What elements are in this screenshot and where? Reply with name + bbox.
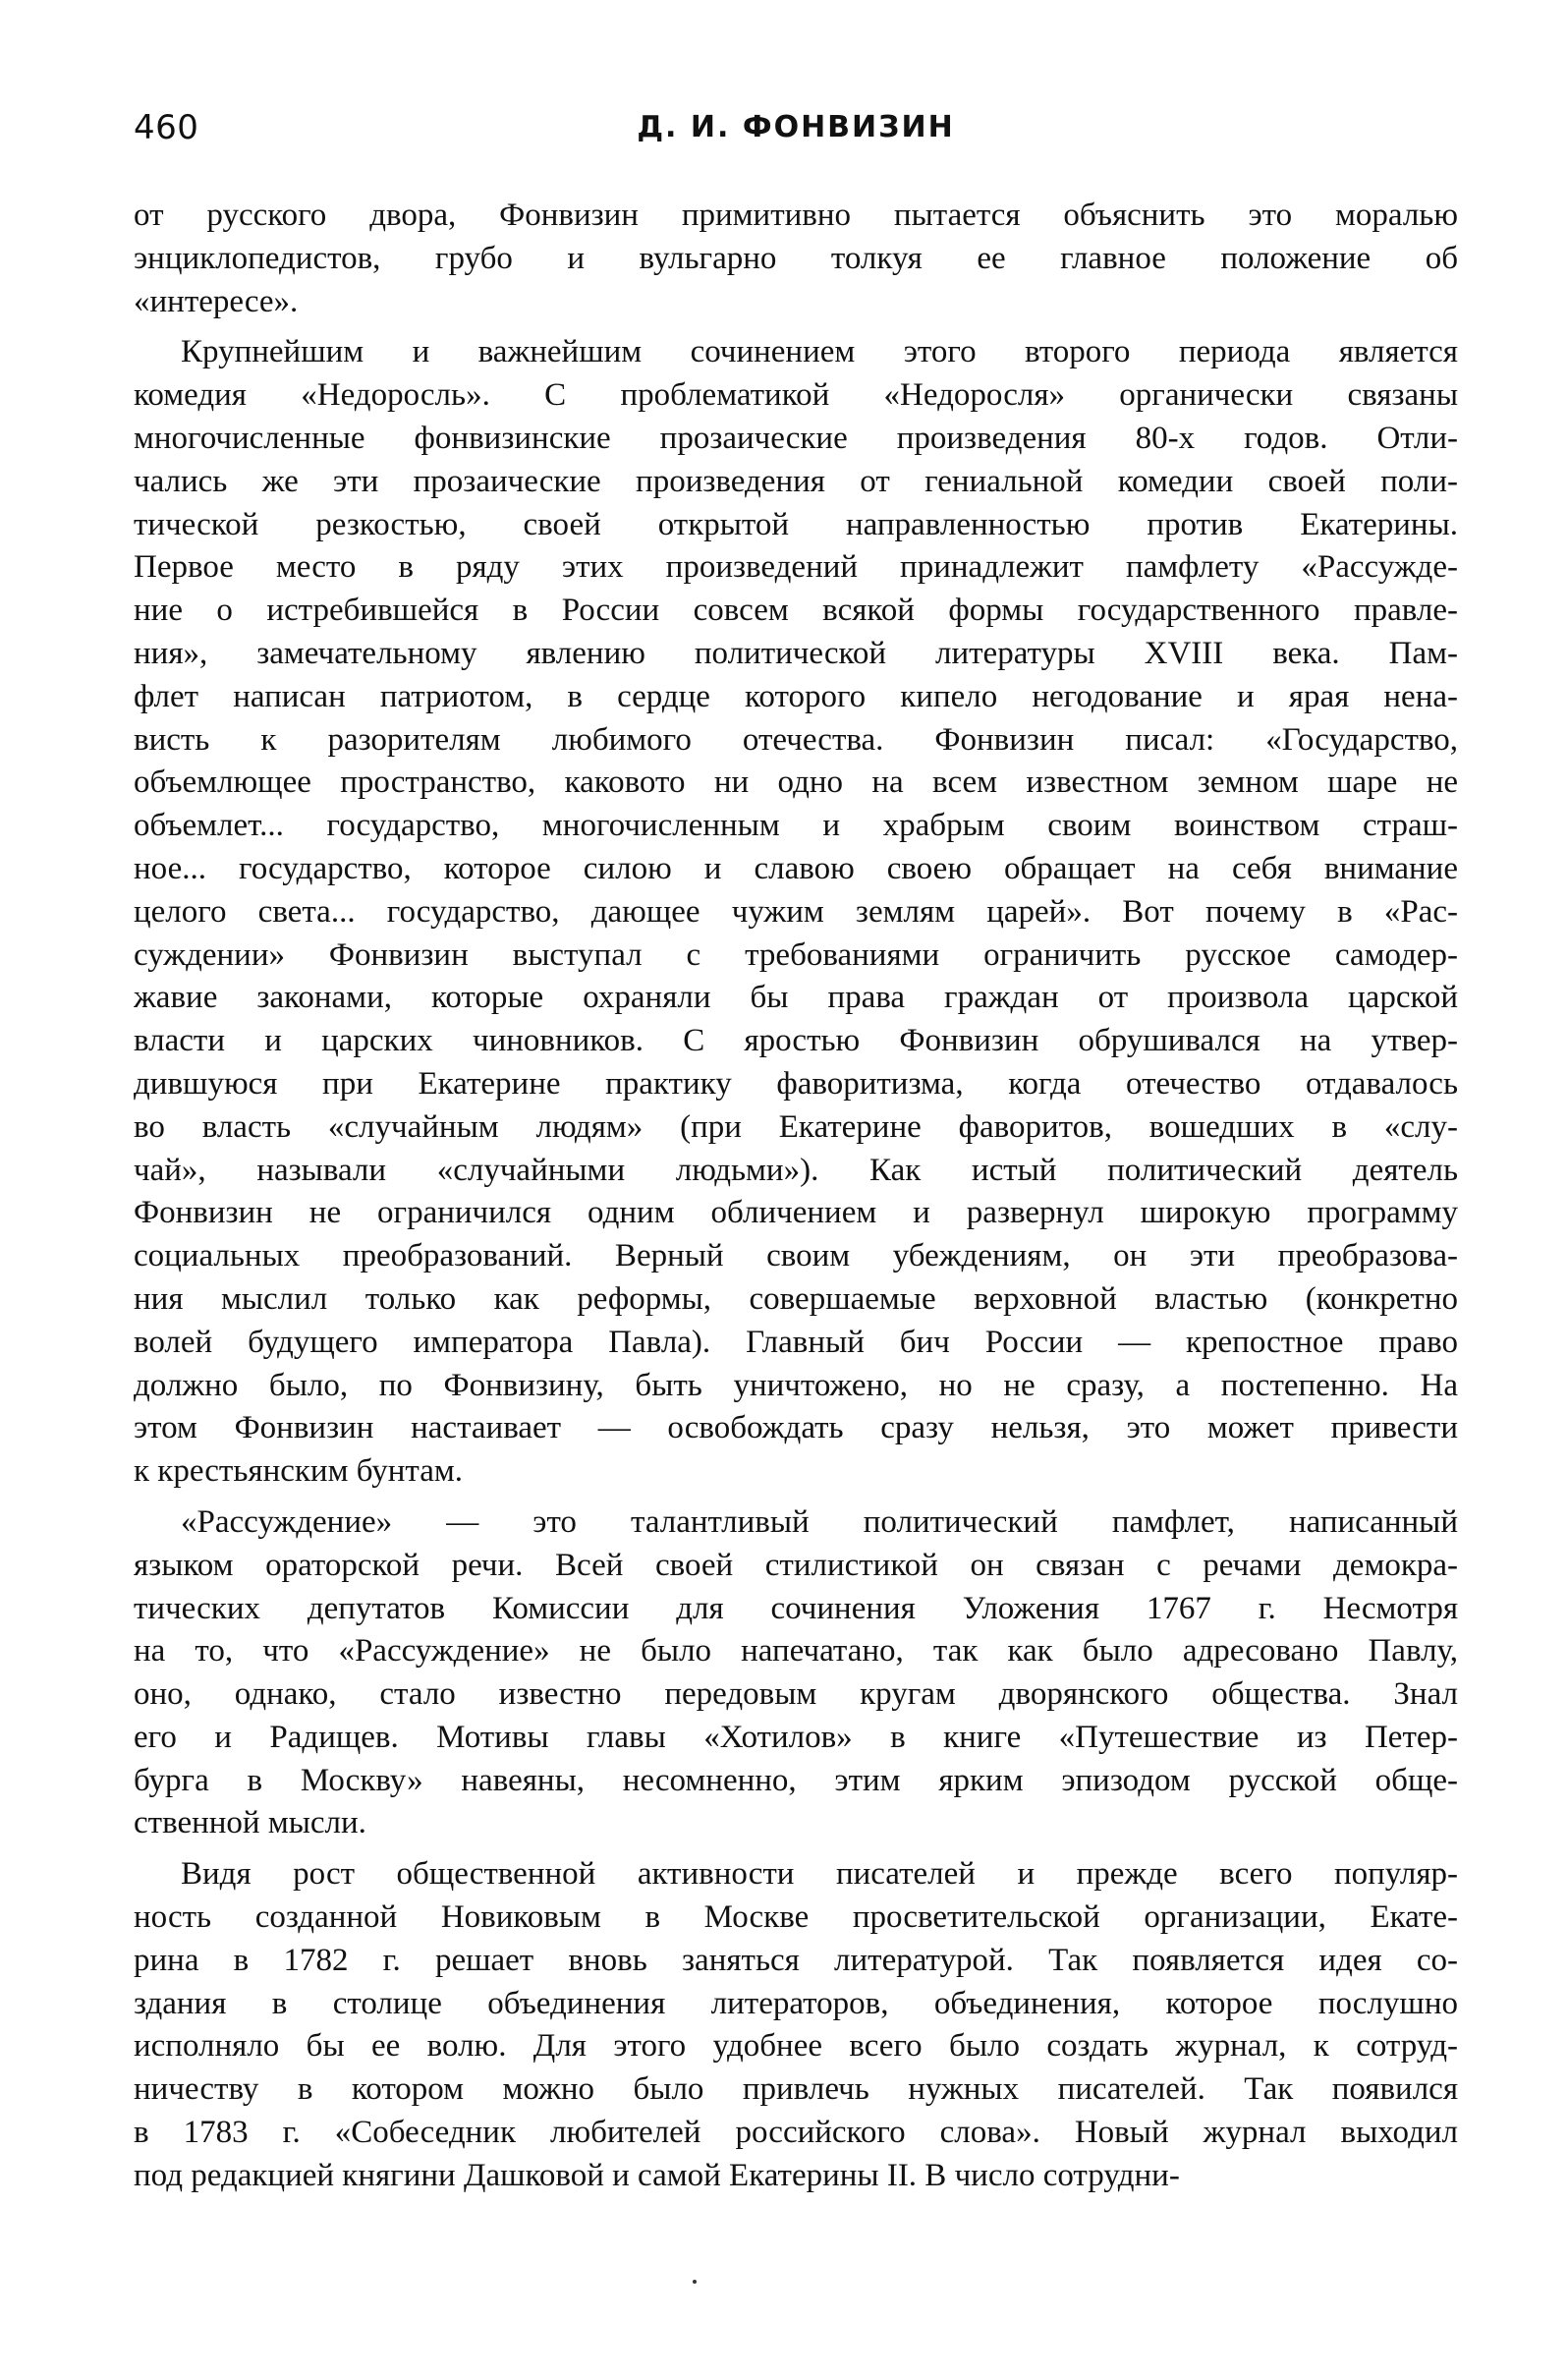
text-line: дившуюся при Екатерине практику фаворитизма, когда отечество отдавалось	[134, 1065, 1458, 1102]
text-line: языком ораторской речи. Всей своей стилистикой он связан с речами демокра-	[134, 1547, 1458, 1583]
running-title: Д. И. ФОНВИЗИН	[637, 110, 955, 144]
printer-mark	[693, 2280, 697, 2284]
text-line: бурга в Москву» навеяны, несомненно, этим ярким эпизодом русской обще-	[134, 1762, 1458, 1798]
text-line: должно было, по Фонвизину, быть уничтожено, но не сразу, а постепенно. На	[134, 1367, 1458, 1403]
text-line: ния», замечательному явлению политической литературы XVIII века. Пам-	[134, 635, 1458, 671]
text-line: ность созданной Новиковым в Москве просветительской организации, Екате-	[134, 1899, 1458, 1936]
paragraph	[134, 195, 1458, 323]
paragraph	[134, 1501, 1458, 1845]
text-line: этом Фонвизин настаивает — освобождать сразу нельзя, это может привести	[134, 1410, 1458, 1446]
text-line: волей будущего императора Павла). Главный бич России — крепостное право	[134, 1324, 1458, 1360]
text-line: Первое место в ряду этих произведений принадлежит памфлету «Рассужде-	[134, 549, 1458, 586]
text-line: объемлет... государство, многочисленным и храбрым своим воинством страш-	[134, 808, 1458, 844]
text-line: ния мыслил только как реформы, совершаемые верховной властью (конкретно	[134, 1280, 1458, 1317]
text-line: во власть «случайным людям» (при Екатерине фаворитов, вошедших в «слу-	[134, 1108, 1458, 1145]
text-line: чай», называли «случайными людьми»). Как истый политический деятель	[134, 1152, 1458, 1188]
text-line: целого света... государство, дающее чужим землям царей». Вот почему в «Рас-	[134, 893, 1458, 930]
text-line: ное... государство, которое силою и славою своею обращает на себя внимание	[134, 850, 1458, 886]
text-line: Видя рост общественной активности писателей и прежде всего популяр-	[181, 1856, 1458, 1893]
text-line: от русского двора, Фонвизин примитивно пытается объяснить это моралью	[134, 198, 1458, 233]
text-line: Крупнейшим и важнейшим сочинением этого второго периода является	[181, 334, 1458, 370]
text-line: на то, что «Рассуждение» не было напечатано, так как было адресовано Павлу,	[134, 1633, 1458, 1670]
text-line: ние о истребившейся в России совсем всякой формы государственного правле-	[134, 593, 1458, 629]
text-line: Фонвизин не ограничился одним обличением и развернул широкую программу	[134, 1195, 1458, 1231]
text-line: оно, однако, стало известно передовым кругам дворянского общества. Знал	[134, 1676, 1458, 1713]
text-line: комедия «Недоросль». С проблематикой «Недоросля» органически связаны	[134, 377, 1458, 414]
text-line: исполняло бы ее волю. Для этого удобнее всего было создать журнал, к сотруд-	[134, 2028, 1458, 2065]
paragraph	[134, 331, 1458, 1494]
text-line: под редакцией княгини Дашковой и самой Екатерины II. В число сотрудни-	[134, 2157, 1180, 2193]
text-line: рина в 1782 г. решает вновь заняться литературой. Так появляется идея со-	[134, 1942, 1458, 1978]
text-line: к крестьянским бунтам.	[134, 1453, 464, 1490]
text-line: в 1783 г. «Собеседник любителей российского слова». Новый журнал выходил	[134, 2115, 1458, 2151]
text-line: суждении» Фонвизин выступал с требованиями ограничить русское самодер-	[134, 936, 1458, 973]
text-line: объемлющее пространство, каковото ни одно на всем известном земном шаре не	[134, 764, 1458, 801]
text-line: «интересе».	[134, 283, 299, 319]
text-line: «Рассуждение» — это талантливый политический памфлет, написанный	[181, 1503, 1458, 1540]
running-head	[134, 108, 1458, 157]
text-line: энциклопедистов, грубо и вульгарно толкуя ее главное положение об	[134, 240, 1458, 276]
text-line: висть к разорителям любимого отечества. Фонвизин писал: «Государство,	[134, 721, 1458, 758]
text-line: многочисленные фонвизинские прозаические произведения 80-х годов. Отли-	[134, 420, 1458, 456]
text-line: социальных преобразований. Верный своим убеждениям, он эти преобразова-	[134, 1238, 1458, 1274]
paragraph	[134, 1853, 1458, 2197]
text-line: жавие законами, которые охраняли бы права граждан от произвола царской	[134, 980, 1458, 1016]
text-line: чались же эти прозаические произведения от гениальной комедии своей поли-	[134, 463, 1458, 499]
text-line: ственной мысли.	[134, 1805, 366, 1841]
page-number: 460	[134, 108, 199, 147]
text-line: ничеству в котором можно было привлечь нужных писателей. Так появился	[134, 2071, 1458, 2108]
text-line: здания в столице объединения литераторов, объединения, которое послушно	[134, 1985, 1458, 2021]
body-text	[134, 195, 1458, 2198]
text-line: власти и царских чиновников. С яростью Фонвизин обрушивался на утвер-	[134, 1023, 1458, 1059]
text-line: его и Радищев. Мотивы главы «Хотилов» в книге «Путешествие из Петер-	[134, 1719, 1458, 1755]
text-line: флет написан патриотом, в сердце которого кипело негодование и ярая нена-	[134, 678, 1458, 714]
text-line: тических депутатов Комиссии для сочинения Уложения 1767 г. Несмотря	[134, 1590, 1458, 1626]
text-line: тической резкостью, своей открытой направленностью против Екатерины.	[134, 506, 1458, 542]
